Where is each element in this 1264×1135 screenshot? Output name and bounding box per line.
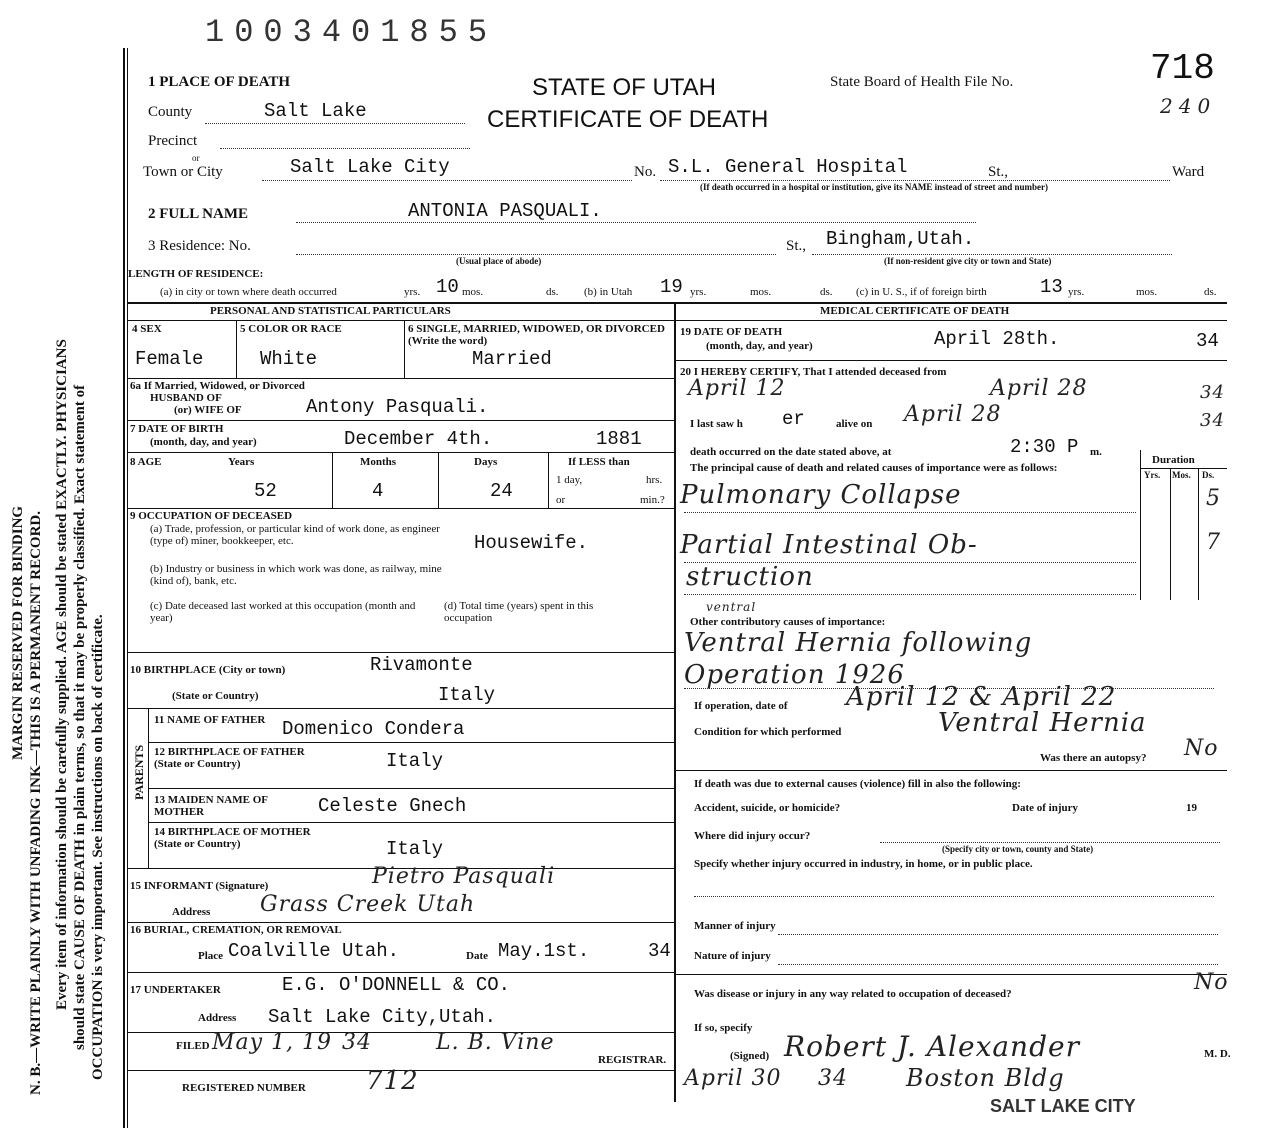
death-time-m: m. xyxy=(1090,446,1102,458)
row-line-13 xyxy=(127,1032,674,1033)
length-a-mos-value: 10 xyxy=(436,276,459,298)
dod-label-a: 19 DATE OF DEATH xyxy=(680,326,783,338)
color-label: 5 COLOR OR RACE xyxy=(240,323,342,335)
dob-value: December 4th. xyxy=(344,428,493,450)
dur-yrs: Yrs. xyxy=(1144,470,1161,480)
birthplace-city: Rivamonte xyxy=(370,654,473,676)
age-min-label: min.? xyxy=(640,494,665,506)
informant-label: 15 INFORMANT (Signature) xyxy=(130,880,269,892)
where-line xyxy=(880,842,1220,843)
margin-instruction-4: OCCUPATION is very important. See instructions on back of certificate. xyxy=(90,614,106,1080)
age-months-label: Months xyxy=(360,456,397,468)
age-day-label: 1 day, xyxy=(556,474,583,486)
filed-date: May 1, 19 xyxy=(212,1030,333,1055)
row-line-1 xyxy=(127,378,674,379)
registrar-signature: L. B. Vine xyxy=(436,1030,555,1055)
contrib-1: Ventral Hernia following xyxy=(684,628,1033,658)
dur-mos: Mos. xyxy=(1172,470,1191,480)
spouse-label-a: 6a If Married, Widowed, or Divorced xyxy=(130,380,305,392)
place-of-death-label: 1 PLACE OF DEATH xyxy=(148,74,291,90)
attended-year: 34 xyxy=(1200,382,1225,403)
related-label: Was disease or injury in any way related to occupation of deceased? xyxy=(694,988,1012,1000)
row-line-12 xyxy=(127,972,674,973)
external-label: If death was due to external causes (violence) fill in also the following: xyxy=(694,778,1021,790)
dod-label-b: (month, day, and year) xyxy=(706,340,813,352)
attended-from: April 12 xyxy=(688,376,786,401)
mother-bp-value: Italy xyxy=(386,838,444,860)
personal-section-title: PERSONAL AND STATISTICAL PARTICULARS xyxy=(210,305,451,317)
county-label: County xyxy=(148,104,193,120)
undertaker-address: Salt Lake City,Utah. xyxy=(268,1006,497,1028)
birthplace-state-label: (State or Country) xyxy=(172,690,259,702)
dod-year: 34 xyxy=(1196,330,1219,352)
contrib-2: Operation 1926 xyxy=(684,660,905,690)
row-line-2 xyxy=(127,420,674,421)
length-c-yrs-value: 13 xyxy=(1040,276,1063,298)
title-certificate: CERTIFICATE OF DEATH xyxy=(487,106,769,133)
informant-address: Grass Creek Utah xyxy=(260,892,476,917)
precinct-line xyxy=(220,148,470,149)
county-line xyxy=(205,123,465,124)
ward-label: Ward xyxy=(1172,164,1205,180)
frame-left xyxy=(123,48,125,1128)
length-b-yrs: yrs. xyxy=(690,286,707,298)
burial-year: 34 xyxy=(648,940,671,962)
contrib-extra: ventral xyxy=(706,600,757,614)
occupation-label: 9 OCCUPATION OF DECEASED xyxy=(130,510,293,522)
mother-value: Celeste Gnech xyxy=(318,795,467,817)
father-bp-label: 12 BIRTHPLACE OF FATHER (State or Country) xyxy=(154,746,305,770)
burial-date: May.1st. xyxy=(498,940,590,962)
undertaker-label: 17 UNDERTAKER xyxy=(130,984,221,996)
color-divider xyxy=(404,320,405,378)
row-line-3 xyxy=(127,452,674,453)
cause-2: Partial Intestinal Ob- xyxy=(680,530,978,560)
row-line-9 xyxy=(148,822,674,823)
occupation-value: Housewife. xyxy=(474,532,589,554)
death-time-label: death occurred on the date stated above, at xyxy=(690,446,892,458)
name-line xyxy=(296,222,976,223)
dur-divider-1 xyxy=(1140,450,1141,600)
full-name-label: 2 FULL NAME xyxy=(148,206,249,222)
length-c-mos: mos. xyxy=(1136,286,1158,298)
age-days-label: Days xyxy=(474,456,498,468)
manner-label: Manner of injury xyxy=(694,920,776,932)
age-years-label: Years xyxy=(228,456,255,468)
row-line-8 xyxy=(148,788,674,789)
filed-year: 34 xyxy=(342,1030,372,1055)
registrar-label: REGISTRAR. xyxy=(598,1054,667,1066)
length-a-mos: mos. xyxy=(462,286,484,298)
where-label: Where did injury occur? xyxy=(694,830,811,842)
duration-line xyxy=(1140,468,1227,469)
hospital-value: S.L. General Hospital xyxy=(668,156,908,178)
or-label: or xyxy=(192,153,200,163)
row-line-6 xyxy=(127,708,674,709)
marital-label: 6 SINGLE, MARRIED, WIDOWED, OR DIVORCED (Write the word) xyxy=(408,323,665,347)
age-or-label: or xyxy=(556,494,566,506)
length-b-mos: mos. xyxy=(750,286,772,298)
age-label: 8 AGE xyxy=(130,456,162,468)
informant-address-label: Address xyxy=(172,906,211,918)
physician-address: Boston Bldg xyxy=(906,1064,1065,1092)
occupation-d: (d) Total time (years) spent in this occupation xyxy=(444,600,594,624)
cause-line-3 xyxy=(684,594,1136,595)
birthplace-label: 10 BIRTHPLACE (City or town) xyxy=(130,664,286,676)
birthplace-country: Italy xyxy=(438,684,496,706)
row-line-7 xyxy=(148,742,674,743)
medical-line-2 xyxy=(674,770,1227,771)
length-c-yrs: yrs. xyxy=(1068,286,1085,298)
frame-left-inner xyxy=(127,48,128,1128)
residence-label: 3 Residence: No. xyxy=(148,238,251,254)
nonres-note: (If non-resident give city or town and State) xyxy=(884,256,1052,266)
burial-place: Coalville Utah. xyxy=(228,940,400,962)
related-value: No xyxy=(1194,970,1229,995)
signed-year: 34 xyxy=(818,1066,848,1091)
specify-line xyxy=(694,896,1214,897)
cause-line-1 xyxy=(684,512,1136,513)
nature-line xyxy=(778,964,1218,965)
age-hrs-label: hrs. xyxy=(646,474,663,486)
age-years-value: 52 xyxy=(254,480,277,502)
mother-bp-label: 14 BIRTHPLACE OF MOTHER (State or Country) xyxy=(154,826,311,850)
undertaker-address-label: Address xyxy=(198,1012,237,1024)
cause-2-duration: 7 xyxy=(1206,530,1221,555)
dur-divider-2 xyxy=(1170,468,1171,600)
medical-line-1 xyxy=(674,360,1227,361)
duration-label: Duration xyxy=(1152,454,1195,466)
specify-label: Specify whether injury occurred in industry, in home, or in public place. xyxy=(694,858,1033,870)
injury-year: 19 xyxy=(1186,802,1197,814)
reg-number-label: REGISTERED NUMBER xyxy=(182,1082,306,1094)
county-value: Salt Lake xyxy=(264,100,367,122)
file-no-label: State Board of Health File No. xyxy=(830,74,1014,90)
dob-label-b: (month, day, and year) xyxy=(150,436,257,448)
section-title-line xyxy=(127,320,1227,321)
sex-value: Female xyxy=(135,348,204,370)
town-line xyxy=(262,180,632,181)
cause-1-duration: 5 xyxy=(1206,486,1221,511)
length-a-ds: ds. xyxy=(546,286,559,298)
father-bp-value: Italy xyxy=(386,750,444,772)
nature-label: Nature of injury xyxy=(694,950,771,962)
parents-label: PARENTS xyxy=(132,744,146,800)
color-value: White xyxy=(260,348,318,370)
length-b-yrs-value: 19 xyxy=(660,276,683,298)
mother-label: 13 MAIDEN NAME OF MOTHER xyxy=(154,794,268,818)
length-residence-label: LENGTH OF RESIDENCE: xyxy=(128,268,264,280)
residence-st-label: St., xyxy=(786,238,807,254)
margin-instruction-2: Every item of information should be carefully supplied. AGE should be stated EXACTLY. PHYSICIANS xyxy=(54,339,70,1010)
contrib-label: Other contributory causes of importance: xyxy=(690,616,886,628)
cause-1: Pulmonary Collapse xyxy=(680,480,962,510)
occupation-a: (a) Trade, profession, or particular kind of work done, as engineer (type of) miner, bookkeeper, etc. xyxy=(150,523,440,547)
residence-line xyxy=(296,254,776,255)
undertaker-value: E.G. O'DONNELL & CO. xyxy=(282,974,511,996)
section-top-line xyxy=(127,302,1227,304)
accident-label: Accident, suicide, or homicide? xyxy=(694,802,841,814)
medical-section-title: MEDICAL CERTIFICATE OF DEATH xyxy=(820,305,1010,317)
hospital-note: (If death occurred in a hospital or institution, give its NAME instead of street and number) xyxy=(700,182,1049,192)
physician-signature: Robert J. Alexander xyxy=(784,1030,1080,1063)
condition-label: Condition for which performed xyxy=(694,726,842,738)
age-divider-3 xyxy=(548,452,549,508)
filed-label: FILED xyxy=(176,1040,210,1052)
serial-number: 1003401855 xyxy=(205,14,498,51)
file-no: 718 xyxy=(1150,48,1215,89)
alive-on-label: alive on xyxy=(836,418,873,430)
usual-note: (Usual place of abode) xyxy=(456,256,542,266)
last-saw-label: I last saw h xyxy=(690,418,743,430)
spouse-label-b: HUSBAND OF xyxy=(150,392,222,404)
length-c-label: (c) in U. S., if of foreign birth xyxy=(856,286,987,298)
where-note: (Specify city or town, county and State) xyxy=(942,844,1094,854)
sex-divider xyxy=(236,320,237,378)
autopsy-value: No xyxy=(1184,736,1219,761)
dob-year: 1881 xyxy=(596,428,642,450)
last-saw-date: April 28 xyxy=(904,402,1002,427)
operation-label: If operation, date of xyxy=(694,700,788,712)
age-days-value: 24 xyxy=(490,480,513,502)
spouse-label-c: (or) WIFE OF xyxy=(174,404,242,416)
hospital-line xyxy=(660,180,1170,181)
length-b-label: (b) in Utah xyxy=(584,286,633,298)
age-divider-2 xyxy=(438,452,439,508)
cause-label: The principal cause of death and related causes of importance were as follows: xyxy=(690,462,1058,474)
residence-line-2 xyxy=(812,254,1172,255)
md-label: M. D. xyxy=(1204,1048,1231,1060)
margin-binding: MARGIN RESERVED FOR BINDING xyxy=(10,505,26,760)
residence-value: Bingham,Utah. xyxy=(826,228,975,250)
death-time: 2:30 P xyxy=(1010,436,1079,458)
file-no-2: 240 xyxy=(1160,94,1217,118)
burial-date-label: Date xyxy=(466,950,488,962)
spouse-value: Antony Pasquali. xyxy=(306,396,489,418)
cause-2b: struction xyxy=(686,562,814,592)
burial-place-label: Place xyxy=(198,950,224,962)
length-a-yrs: yrs. xyxy=(404,286,421,298)
st-label: St., xyxy=(988,164,1009,180)
dur-divider-3 xyxy=(1198,468,1199,600)
certify-label: 20 I HEREBY CERTIFY, That I attended deceased from xyxy=(680,366,947,378)
dob-label-a: 7 DATE OF BIRTH xyxy=(130,423,224,435)
length-c-ds: ds. xyxy=(1204,286,1217,298)
column-divider xyxy=(674,302,676,1102)
signed-label: (Signed) xyxy=(730,1050,770,1062)
manner-line xyxy=(778,934,1218,935)
margin-instruction-3: should state CAUSE OF DEATH in plain terms, so that it may be properly classified. Exact statement of xyxy=(72,384,88,1050)
dur-ds: Ds. xyxy=(1202,470,1215,480)
last-saw-er: er xyxy=(782,408,805,430)
age-months-value: 4 xyxy=(372,480,384,502)
town-label: Town or City xyxy=(143,164,223,180)
informant-signature: Pietro Pasquali xyxy=(372,864,556,889)
length-a-label: (a) in city or town where death occurred xyxy=(160,286,337,298)
age-divider-1 xyxy=(332,452,333,508)
occupation-c: (c) Date deceased last worked at this occupation (month and year) xyxy=(150,600,416,624)
father-value: Domenico Condera xyxy=(282,718,465,740)
attended-to: April 28 xyxy=(990,376,1088,401)
operation-date: April 12 & April 22 xyxy=(846,682,1117,712)
age-less-label: If LESS than xyxy=(568,456,630,468)
row-line-11 xyxy=(127,922,674,923)
length-b-ds: ds. xyxy=(820,286,833,298)
title-state: STATE OF UTAH xyxy=(532,74,716,101)
dod-value: April 28th. xyxy=(934,328,1060,350)
no-label: No. xyxy=(634,164,657,180)
margin-instruction-1: N. B.—WRITE PLAINLY WITH UNFADING INK—THIS IS A PERMANENT RECORD. xyxy=(28,511,44,1095)
town-value: Salt Lake City xyxy=(290,156,450,178)
city-stamp: SALT LAKE CITY xyxy=(990,1096,1136,1116)
signed-date: April 30 xyxy=(684,1066,782,1091)
last-saw-year: 34 xyxy=(1200,410,1225,431)
if-so-label: If so, specify xyxy=(694,1022,753,1034)
reg-number: 712 xyxy=(366,1066,419,1096)
injury-date-label: Date of injury xyxy=(1012,802,1078,814)
sex-label: 4 SEX xyxy=(132,323,162,335)
row-line-5 xyxy=(127,652,674,653)
full-name-value: ANTONIA PASQUALI. xyxy=(408,200,602,222)
occupation-b: (b) Industry or business in which work was done, as railway, mine (kind of), bank, etc. xyxy=(150,563,442,587)
burial-label: 16 BURIAL, CREMATION, OR REMOVAL xyxy=(130,924,342,936)
row-line-4 xyxy=(127,508,674,509)
father-label: 11 NAME OF FATHER xyxy=(154,714,266,726)
marital-value: Married xyxy=(472,348,552,370)
autopsy-label: Was there an autopsy? xyxy=(1040,752,1147,764)
precinct-label: Precinct xyxy=(148,133,198,149)
condition-value: Ventral Hernia xyxy=(938,708,1147,738)
medical-line-3 xyxy=(674,974,1227,975)
